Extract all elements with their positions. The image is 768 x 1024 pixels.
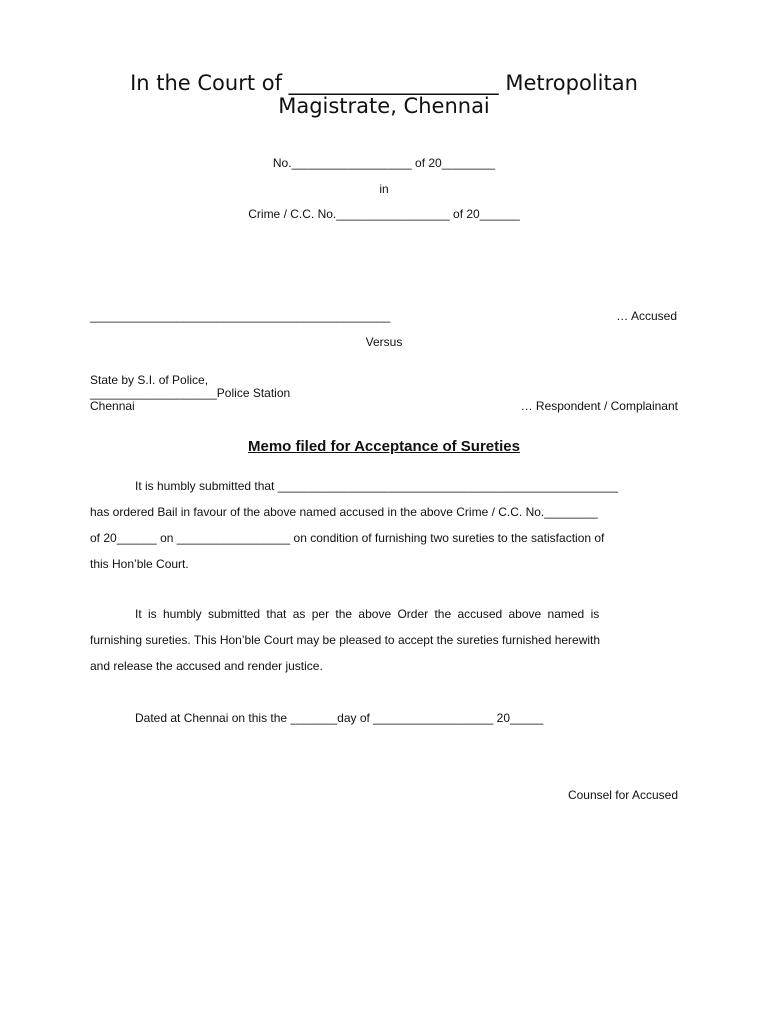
para2-line3: and release the accused and render justice. [90,659,323,673]
para1-line4: this Hon’ble Court. [90,557,189,571]
accused-label: … Accused [616,309,677,323]
para2-line2: furnishing sureties. This Hon’ble Court may be pleased to accept the sureties furnished herewith [90,633,601,647]
para1-line2: has ordered Bail in favour of the above named accused in the above Crime / C.C. No.________ [90,505,598,519]
crime-number-line: Crime / C.C. No._________________ of 20______ [248,207,520,221]
counsel-signature: Counsel for Accused [567,788,678,802]
memo-paragraph-1 [90,473,678,577]
case-in-label: in [379,182,389,196]
versus-label: Versus [365,335,403,349]
para1-line3: of 20______ on _________________ on condition of furnishing two sureties to the satisfaction of [90,531,605,545]
dated-line: Dated at Chennai on this the _______day of __________________ 20_____ [135,711,544,725]
respondent-line3: Chennai [90,399,135,413]
respondent-line1: State by S.I. of Police, [90,373,209,387]
respondent-line2: ___________________Police Station [90,386,291,400]
case-number-line: No.__________________ of 20________ [272,156,496,170]
memo-title: Memo filed for Acceptance of Sureties [247,438,520,455]
court-heading-line1: In the Court of ____________________ Metropolitan [130,71,638,95]
para1-line1: It is humbly submitted that ___________________________________________________ [135,479,619,493]
para2-line1: It is humbly submitted that as per the above Order the accused above named is [135,607,600,621]
respondent-label: … Respondent / Complainant [520,399,678,413]
accused-name-blank: _____________________________________________ [90,309,391,323]
memo-paragraph-2 [90,601,678,679]
court-heading-line2: Magistrate, Chennai [278,94,490,118]
